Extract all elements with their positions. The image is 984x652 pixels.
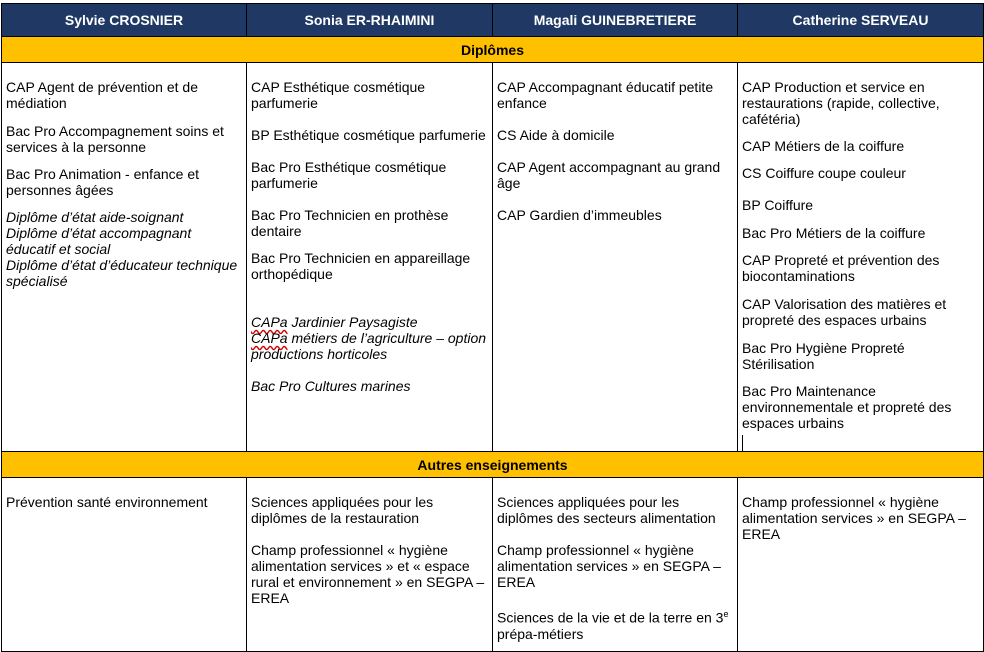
list-item: Bac Pro Technicien en prothèse dentaire: [251, 207, 449, 239]
list-item: CAP Esthétique cosmétique parfumerie: [251, 79, 426, 111]
diplomes-cell-er-rhaimini: [247, 63, 493, 452]
list-item: CAP Agent de prévention et de médiation: [6, 79, 198, 111]
list-item: Champ professionnel « hygiène alimentation services » en SEGPA – EREA: [742, 494, 966, 542]
list-item: CAP Propreté et prévention des biocontaminations: [742, 252, 940, 284]
autres-cell-serveau: [738, 478, 984, 652]
diplomes-row: [2, 63, 984, 452]
spellcheck-word: CAPa: [251, 314, 288, 330]
list-item: CAP Accompagnant éducatif petite enfance: [497, 79, 714, 111]
autres-row: [2, 478, 984, 652]
list-item: [251, 314, 488, 330]
list-item: Bac Pro Cultures marines: [251, 378, 411, 394]
list-item: Bac Pro Technicien en appareillage orthopédique: [251, 250, 471, 282]
list-item: Bac Pro Maintenance environnementale et propreté des espaces urbains: [742, 383, 952, 431]
list-item-text: Jardinier Paysagiste: [287, 314, 418, 330]
list-item: Diplôme d’état d’éducateur technique spécialisé: [6, 257, 238, 289]
list-item-text: prépa-métiers: [497, 625, 584, 642]
teacher-header: Catherine SERVEAU: [738, 4, 984, 37]
list-item: [497, 606, 733, 642]
list-item: CAP Production et service en restaurations (rapide, collective, cafétéria): [742, 79, 940, 127]
autres-cell-crosnier: [2, 478, 247, 652]
section-row-diplomes: [2, 37, 984, 63]
list-item: Sciences appliquées pour les diplômes de la restauration: [251, 494, 434, 526]
section-title-autres: Autres enseignements: [2, 452, 984, 478]
list-item: Prévention santé environnement: [6, 494, 208, 510]
list-item: Champ professionnel « hygiène alimentation services » et « espace rural et environnement » en SEGPA – EREA: [251, 542, 485, 606]
teachers-table: [1, 3, 984, 652]
list-item: CAP Métiers de la coiffure: [742, 138, 905, 154]
teacher-header: Magali GUINEBRETIERE: [493, 4, 738, 37]
list-item: Bac Pro Animation - enfance et personnes âgées: [6, 166, 199, 198]
list-item: BP Esthétique cosmétique parfumerie: [251, 127, 486, 143]
section-row-autres: [2, 452, 984, 478]
autres-cell-er-rhaimini: [247, 478, 493, 652]
section-title-diplomes: Diplômes: [2, 37, 984, 63]
list-item: Diplôme d’état accompagnant éducatif et social: [6, 225, 192, 257]
text-cursor: [742, 435, 743, 451]
list-item: Champ professionnel « hygiène alimentation services » en SEGPA – EREA: [497, 542, 721, 590]
diplomes-cell-guinebretiere: [493, 63, 738, 452]
list-item: BP Coiffure: [742, 197, 814, 213]
list-item: Bac Pro Esthétique cosmétique parfumerie: [251, 159, 447, 191]
list-item: Sciences appliquées pour les diplômes des secteurs alimentation: [497, 494, 716, 526]
teacher-header: Sylvie CROSNIER: [2, 4, 247, 37]
header-row: [2, 4, 984, 37]
teacher-header: Sonia ER-RHAIMINI: [247, 4, 493, 37]
list-item: Bac Pro Hygiène Propreté Stérilisation: [742, 340, 905, 372]
list-item-text: Sciences de la vie et de la terre en 3: [497, 609, 724, 626]
diplomes-cell-crosnier: [2, 63, 247, 452]
autres-cell-guinebretiere: [493, 478, 738, 652]
spellcheck-word: CAPa: [251, 330, 288, 346]
list-item: CS Aide à domicile: [497, 127, 615, 143]
list-item: [251, 330, 488, 362]
list-item-text: métiers de l’agriculture – option productions horticoles: [251, 330, 487, 362]
list-item: CAP Valorisation des matières et propreté des espaces urbains: [742, 296, 947, 328]
list-item: CAP Gardien d’immeubles: [497, 207, 662, 223]
list-item: CS Coiffure coupe couleur: [742, 165, 906, 181]
diplomes-cell-serveau: [738, 63, 984, 452]
list-item: CAP Agent accompagnant au grand âge: [497, 159, 721, 191]
list-item: Diplôme d’état aide-soignant: [6, 209, 184, 225]
list-item: Bac Pro Métiers de la coiffure: [742, 225, 926, 241]
superscript: e: [723, 609, 729, 619]
list-item: Bac Pro Accompagnement soins et services à la personne: [6, 123, 224, 155]
